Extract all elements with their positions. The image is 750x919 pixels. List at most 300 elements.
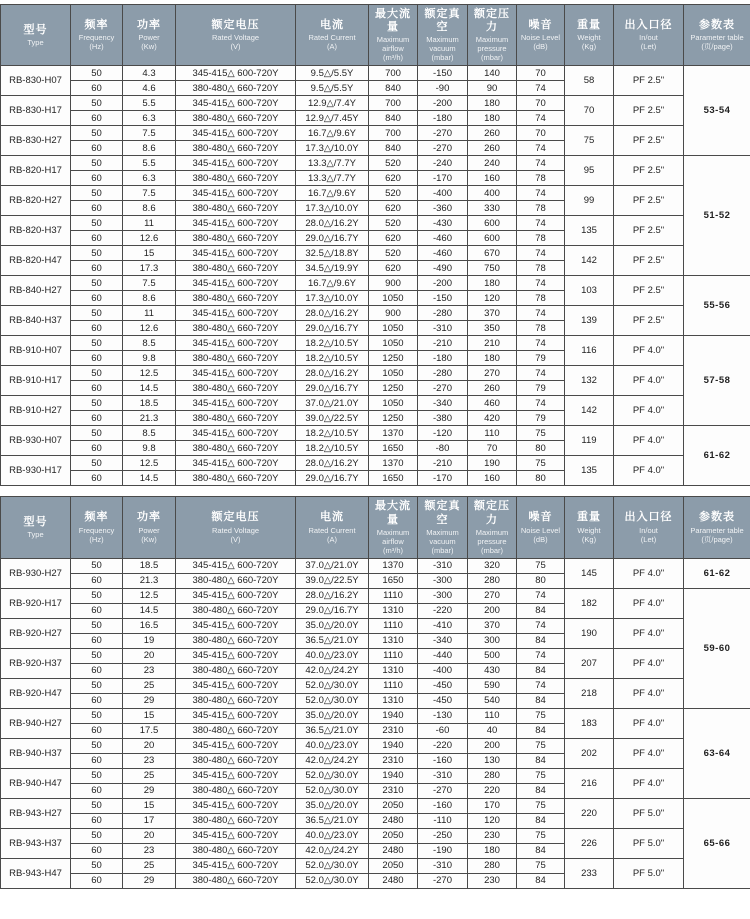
power-cell: 8.6 xyxy=(123,291,176,306)
voltage-cell: 380-480△ 660-720Y xyxy=(176,201,296,216)
pressure-cell: 270 xyxy=(468,588,517,603)
inout-cell: PF 4.0" xyxy=(614,366,684,396)
power-cell: 12.5 xyxy=(123,456,176,471)
pressure-cell: 370 xyxy=(468,618,517,633)
current-cell: 52.0△/30.0Y xyxy=(296,873,369,888)
power-cell: 9.8 xyxy=(123,441,176,456)
noise-cell: 79 xyxy=(517,351,565,366)
current-cell: 40.0△/23.0Y xyxy=(296,648,369,663)
col-header-zh: 噪音 xyxy=(528,19,553,32)
power-cell: 4.6 xyxy=(123,81,176,96)
inout-cell: PF 4.0" xyxy=(614,648,684,678)
pressure-cell: 70 xyxy=(468,441,517,456)
current-cell: 17.3△/10.0Y xyxy=(296,291,369,306)
vacuum-cell: -110 xyxy=(418,813,468,828)
weight-cell: 58 xyxy=(565,66,614,96)
col-header-en: Rated Current xyxy=(308,525,356,535)
noise-cell: 75 xyxy=(517,456,565,471)
vacuum-cell: -150 xyxy=(418,291,468,306)
model-cell: RB-840-H27 xyxy=(1,276,71,306)
airflow-cell: 1250 xyxy=(369,351,418,366)
pressure-cell: 260 xyxy=(468,141,517,156)
airflow-cell: 2050 xyxy=(369,858,418,873)
weight-cell: 216 xyxy=(565,768,614,798)
table-header xyxy=(1,497,750,558)
col-header-unit: (页/page) xyxy=(701,42,733,52)
current-cell: 35.0△/20.0Y xyxy=(296,618,369,633)
airflow-cell: 1650 xyxy=(369,471,418,486)
frequency-cell: 50 xyxy=(71,96,123,111)
power-cell: 17.5 xyxy=(123,723,176,738)
col-header-unit: (Hz) xyxy=(89,42,104,52)
current-cell: 29.0△/16.7Y xyxy=(296,321,369,336)
col-header-en: Type xyxy=(27,530,44,540)
airflow-cell: 2050 xyxy=(369,798,418,813)
weight-cell: 142 xyxy=(565,246,614,276)
inout-cell: PF 4.0" xyxy=(614,708,684,738)
voltage-cell: 380-480△ 660-720Y xyxy=(176,81,296,96)
airflow-cell: 840 xyxy=(369,111,418,126)
noise-cell: 84 xyxy=(517,693,565,708)
voltage-cell: 380-480△ 660-720Y xyxy=(176,693,296,708)
inout-cell: PF 5.0" xyxy=(614,798,684,828)
voltage-cell: 345-415△ 600-720Y xyxy=(176,306,296,321)
col-header-en: Power xyxy=(138,525,160,535)
power-cell: 6.3 xyxy=(123,171,176,186)
col-header-en: Maximum pressure xyxy=(475,527,509,546)
frequency-cell: 60 xyxy=(71,603,123,618)
col-header-unit: (Kw) xyxy=(141,42,157,52)
vacuum-cell: -270 xyxy=(418,381,468,396)
vacuum-cell: -360 xyxy=(418,201,468,216)
airflow-cell: 2480 xyxy=(369,873,418,888)
col-header-zh: 功率 xyxy=(137,19,161,32)
power-cell: 29 xyxy=(123,873,176,888)
noise-cell: 80 xyxy=(517,573,565,588)
col-header-page xyxy=(684,497,750,558)
col-header-zh: 噪音 xyxy=(528,511,553,524)
airflow-cell: 1940 xyxy=(369,768,418,783)
col-header-unit: (mbar) xyxy=(480,545,504,555)
voltage-cell: 345-415△ 600-720Y xyxy=(176,648,296,663)
noise-cell: 79 xyxy=(517,381,565,396)
airflow-cell: 520 xyxy=(369,216,418,231)
voltage-cell: 380-480△ 660-720Y xyxy=(176,753,296,768)
current-cell: 37.0△/21.0Y xyxy=(296,396,369,411)
current-cell: 42.0△/24.2Y xyxy=(296,663,369,678)
pressure-cell: 750 xyxy=(468,261,517,276)
inout-cell: PF 2.5" xyxy=(614,246,684,276)
frequency-cell: 50 xyxy=(71,456,123,471)
col-header-en: Parameter table xyxy=(690,33,744,43)
model-cell: RB-940-H37 xyxy=(1,738,71,768)
col-header-unit: (mbar) xyxy=(431,53,454,63)
inout-cell: PF 4.0" xyxy=(614,768,684,798)
frequency-cell: 50 xyxy=(71,396,123,411)
airflow-cell: 700 xyxy=(369,96,418,111)
col-header-volt xyxy=(176,497,296,558)
noise-cell: 75 xyxy=(517,798,565,813)
voltage-cell: 380-480△ 660-720Y xyxy=(176,573,296,588)
noise-cell: 84 xyxy=(517,873,565,888)
vacuum-cell: -160 xyxy=(418,798,468,813)
voltage-cell: 345-415△ 600-720Y xyxy=(176,366,296,381)
noise-cell: 75 xyxy=(517,858,565,873)
pressure-cell: 110 xyxy=(468,426,517,441)
weight-cell: 220 xyxy=(565,798,614,828)
inout-cell: PF 2.5" xyxy=(614,216,684,246)
model-cell: RB-830-H17 xyxy=(1,96,71,126)
current-cell: 18.2△/10.5Y xyxy=(296,426,369,441)
pressure-cell: 210 xyxy=(468,336,517,351)
model-cell: RB-920-H17 xyxy=(1,588,71,618)
voltage-cell: 345-415△ 600-720Y xyxy=(176,738,296,753)
noise-cell: 75 xyxy=(517,558,565,573)
noise-cell: 74 xyxy=(517,678,565,693)
col-header-en: Rated Voltage xyxy=(211,33,260,43)
power-cell: 14.5 xyxy=(123,381,176,396)
model-cell: RB-943-H37 xyxy=(1,828,71,858)
pressure-cell: 540 xyxy=(468,693,517,708)
airflow-cell: 700 xyxy=(369,66,418,81)
inout-cell: PF 4.0" xyxy=(614,426,684,456)
airflow-cell: 1650 xyxy=(369,441,418,456)
pressure-cell: 190 xyxy=(468,456,517,471)
vacuum-cell: -220 xyxy=(418,603,468,618)
power-cell: 11 xyxy=(123,306,176,321)
voltage-cell: 345-415△ 600-720Y xyxy=(176,336,296,351)
weight-cell: 218 xyxy=(565,678,614,708)
model-cell: RB-820-H47 xyxy=(1,246,71,276)
power-cell: 17.3 xyxy=(123,261,176,276)
col-header-zh: 额定压力 xyxy=(474,500,510,526)
col-header-en: Noise Level xyxy=(520,33,561,43)
spec-table-upper xyxy=(0,4,750,486)
airflow-cell: 1250 xyxy=(369,411,418,426)
col-header-unit: (mbar) xyxy=(480,53,504,63)
weight-cell: 182 xyxy=(565,588,614,618)
col-header-en: Maximum airflow xyxy=(376,527,410,546)
pressure-cell: 430 xyxy=(468,663,517,678)
power-cell: 21.3 xyxy=(123,573,176,588)
power-cell: 15 xyxy=(123,708,176,723)
col-header-zh: 最大流量 xyxy=(375,500,411,526)
vacuum-cell: -240 xyxy=(418,156,468,171)
current-cell: 52.0△/30.0Y xyxy=(296,693,369,708)
power-cell: 8.5 xyxy=(123,426,176,441)
frequency-cell: 50 xyxy=(71,126,123,141)
spec-table-lower xyxy=(0,496,750,888)
col-header-zh: 额定电压 xyxy=(211,511,260,524)
pressure-cell: 350 xyxy=(468,321,517,336)
col-header-zh: 频率 xyxy=(84,511,109,524)
vacuum-cell: -300 xyxy=(418,573,468,588)
vacuum-cell: -310 xyxy=(418,858,468,873)
frequency-cell: 50 xyxy=(71,156,123,171)
vacuum-cell: -400 xyxy=(418,663,468,678)
airflow-cell: 900 xyxy=(369,276,418,291)
vacuum-cell: -340 xyxy=(418,633,468,648)
voltage-cell: 380-480△ 660-720Y xyxy=(176,291,296,306)
model-cell: RB-920-H37 xyxy=(1,648,71,678)
frequency-cell: 60 xyxy=(71,573,123,588)
airflow-cell: 840 xyxy=(369,141,418,156)
noise-cell: 84 xyxy=(517,753,565,768)
table-row xyxy=(1,306,750,321)
voltage-cell: 380-480△ 660-720Y xyxy=(176,411,296,426)
frequency-cell: 50 xyxy=(71,366,123,381)
inout-cell: PF 2.5" xyxy=(614,126,684,156)
current-cell: 32.5△/18.8Y xyxy=(296,246,369,261)
voltage-cell: 380-480△ 660-720Y xyxy=(176,351,296,366)
table-row xyxy=(1,66,750,81)
voltage-cell: 380-480△ 660-720Y xyxy=(176,873,296,888)
voltage-cell: 380-480△ 660-720Y xyxy=(176,171,296,186)
frequency-cell: 60 xyxy=(71,723,123,738)
col-header-inout xyxy=(614,5,684,66)
model-cell: RB-910-H27 xyxy=(1,396,71,426)
weight-cell: 142 xyxy=(565,396,614,426)
weight-cell: 99 xyxy=(565,186,614,216)
current-cell: 36.5△/21.0Y xyxy=(296,633,369,648)
pressure-cell: 600 xyxy=(468,216,517,231)
power-cell: 20 xyxy=(123,738,176,753)
pressure-cell: 280 xyxy=(468,768,517,783)
page-ref-cell: 61-62 xyxy=(684,426,750,486)
frequency-cell: 60 xyxy=(71,813,123,828)
current-cell: 12.9△/7.4Y xyxy=(296,96,369,111)
vacuum-cell: -200 xyxy=(418,276,468,291)
col-header-inout xyxy=(614,497,684,558)
table-row xyxy=(1,738,750,753)
vacuum-cell: -270 xyxy=(418,873,468,888)
col-header-en: Noise Level xyxy=(520,525,561,535)
voltage-cell: 345-415△ 600-720Y xyxy=(176,156,296,171)
pressure-cell: 460 xyxy=(468,396,517,411)
power-cell: 8.6 xyxy=(123,141,176,156)
model-cell: RB-820-H17 xyxy=(1,156,71,186)
model-cell: RB-930-H27 xyxy=(1,558,71,588)
frequency-cell: 60 xyxy=(71,141,123,156)
col-header-zh: 电流 xyxy=(320,19,344,32)
current-cell: 17.3△/10.0Y xyxy=(296,141,369,156)
airflow-cell: 1050 xyxy=(369,366,418,381)
noise-cell: 84 xyxy=(517,663,565,678)
current-cell: 28.0△/16.2Y xyxy=(296,216,369,231)
power-cell: 5.5 xyxy=(123,96,176,111)
page-ref-cell: 53-54 xyxy=(684,66,750,156)
model-cell: RB-930-H07 xyxy=(1,426,71,456)
current-cell: 29.0△/16.7Y xyxy=(296,471,369,486)
weight-cell: 202 xyxy=(565,738,614,768)
voltage-cell: 380-480△ 660-720Y xyxy=(176,261,296,276)
col-header-en: In/out xyxy=(639,33,658,43)
voltage-cell: 345-415△ 600-720Y xyxy=(176,426,296,441)
voltage-cell: 380-480△ 660-720Y xyxy=(176,783,296,798)
table-row xyxy=(1,708,750,723)
pressure-cell: 270 xyxy=(468,366,517,381)
vacuum-cell: -200 xyxy=(418,96,468,111)
noise-cell: 78 xyxy=(517,261,565,276)
frequency-cell: 60 xyxy=(71,81,123,96)
pressure-cell: 260 xyxy=(468,126,517,141)
voltage-cell: 380-480△ 660-720Y xyxy=(176,663,296,678)
table-row xyxy=(1,276,750,291)
frequency-cell: 60 xyxy=(71,261,123,276)
col-header-hz xyxy=(71,5,123,66)
voltage-cell: 345-415△ 600-720Y xyxy=(176,96,296,111)
col-header-zh: 型号 xyxy=(23,515,48,528)
pressure-cell: 240 xyxy=(468,156,517,171)
voltage-cell: 380-480△ 660-720Y xyxy=(176,141,296,156)
airflow-cell: 620 xyxy=(369,231,418,246)
frequency-cell: 60 xyxy=(71,441,123,456)
airflow-cell: 1370 xyxy=(369,426,418,441)
power-cell: 20 xyxy=(123,828,176,843)
airflow-cell: 1310 xyxy=(369,693,418,708)
voltage-cell: 345-415△ 600-720Y xyxy=(176,246,296,261)
vacuum-cell: -280 xyxy=(418,366,468,381)
page-ref-cell: 51-52 xyxy=(684,156,750,276)
current-cell: 52.0△/30.0Y xyxy=(296,858,369,873)
inout-cell: PF 2.5" xyxy=(614,306,684,336)
frequency-cell: 60 xyxy=(71,633,123,648)
noise-cell: 70 xyxy=(517,96,565,111)
noise-cell: 80 xyxy=(517,441,565,456)
weight-cell: 233 xyxy=(565,858,614,888)
col-header-amp xyxy=(296,497,369,558)
vacuum-cell: -250 xyxy=(418,828,468,843)
noise-cell: 74 xyxy=(517,276,565,291)
frequency-cell: 60 xyxy=(71,663,123,678)
airflow-cell: 620 xyxy=(369,201,418,216)
noise-cell: 74 xyxy=(517,648,565,663)
inout-cell: PF 2.5" xyxy=(614,186,684,216)
voltage-cell: 380-480△ 660-720Y xyxy=(176,381,296,396)
col-header-en: Type xyxy=(27,37,44,47)
weight-cell: 145 xyxy=(565,558,614,588)
power-cell: 15 xyxy=(123,246,176,261)
col-header-db xyxy=(517,5,565,66)
airflow-cell: 2310 xyxy=(369,753,418,768)
current-cell: 36.5△/21.0Y xyxy=(296,813,369,828)
power-cell: 11 xyxy=(123,216,176,231)
airflow-cell: 1310 xyxy=(369,663,418,678)
current-cell: 18.2△/10.5Y xyxy=(296,351,369,366)
pressure-cell: 590 xyxy=(468,678,517,693)
noise-cell: 79 xyxy=(517,411,565,426)
col-header-press xyxy=(468,497,517,558)
col-header-zh: 重量 xyxy=(577,511,601,524)
power-cell: 19 xyxy=(123,633,176,648)
current-cell: 16.7△/9.6Y xyxy=(296,186,369,201)
vacuum-cell: -190 xyxy=(418,843,468,858)
col-header-amp xyxy=(296,5,369,66)
pressure-cell: 160 xyxy=(468,471,517,486)
col-header-zh: 功率 xyxy=(137,511,161,524)
table-row xyxy=(1,618,750,633)
pressure-cell: 120 xyxy=(468,291,517,306)
header-row xyxy=(1,497,750,558)
inout-cell: PF 4.0" xyxy=(614,336,684,366)
inout-cell: PF 4.0" xyxy=(614,558,684,588)
noise-cell: 74 xyxy=(517,588,565,603)
col-header-en: Weight xyxy=(577,525,601,535)
current-cell: 39.0△/22.5Y xyxy=(296,573,369,588)
voltage-cell: 380-480△ 660-720Y xyxy=(176,603,296,618)
current-cell: 39.0△/22.5Y xyxy=(296,411,369,426)
noise-cell: 84 xyxy=(517,603,565,618)
airflow-cell: 520 xyxy=(369,156,418,171)
noise-cell: 84 xyxy=(517,813,565,828)
col-header-en: Maximum airflow xyxy=(376,35,410,54)
power-cell: 14.5 xyxy=(123,603,176,618)
noise-cell: 80 xyxy=(517,471,565,486)
pressure-cell: 400 xyxy=(468,186,517,201)
noise-cell: 70 xyxy=(517,66,565,81)
pressure-cell: 200 xyxy=(468,738,517,753)
power-cell: 14.5 xyxy=(123,471,176,486)
pressure-cell: 90 xyxy=(468,81,517,96)
voltage-cell: 345-415△ 600-720Y xyxy=(176,396,296,411)
col-header-db xyxy=(517,497,565,558)
inout-cell: PF 2.5" xyxy=(614,276,684,306)
vacuum-cell: -90 xyxy=(418,81,468,96)
current-cell: 29.0△/16.7Y xyxy=(296,603,369,618)
col-header-unit: (Hz) xyxy=(89,534,104,544)
airflow-cell: 2310 xyxy=(369,783,418,798)
voltage-cell: 345-415△ 600-720Y xyxy=(176,456,296,471)
table-row xyxy=(1,366,750,381)
inout-cell: PF 4.0" xyxy=(614,738,684,768)
current-cell: 12.9△/7.45Y xyxy=(296,111,369,126)
col-header-unit: (Kg) xyxy=(581,42,597,52)
airflow-cell: 1940 xyxy=(369,738,418,753)
table-row xyxy=(1,426,750,441)
col-header-en: Rated Current xyxy=(308,33,356,43)
pressure-cell: 420 xyxy=(468,411,517,426)
noise-cell: 78 xyxy=(517,291,565,306)
vacuum-cell: -150 xyxy=(418,66,468,81)
vacuum-cell: -310 xyxy=(418,321,468,336)
vacuum-cell: -450 xyxy=(418,693,468,708)
noise-cell: 74 xyxy=(517,366,565,381)
page-ref-cell: 63-64 xyxy=(684,708,750,798)
col-header-hz xyxy=(71,497,123,558)
airflow-cell: 1250 xyxy=(369,381,418,396)
frequency-cell: 60 xyxy=(71,291,123,306)
current-cell: 9.5△/5.5Y xyxy=(296,81,369,96)
col-header-unit: (V) xyxy=(230,42,241,52)
table-row xyxy=(1,588,750,603)
current-cell: 28.0△/16.2Y xyxy=(296,588,369,603)
pressure-cell: 140 xyxy=(468,66,517,81)
col-header-zh: 额定真空 xyxy=(424,500,461,526)
airflow-cell: 1310 xyxy=(369,603,418,618)
vacuum-cell: -280 xyxy=(418,306,468,321)
vacuum-cell: -180 xyxy=(418,351,468,366)
vacuum-cell: -460 xyxy=(418,246,468,261)
voltage-cell: 380-480△ 660-720Y xyxy=(176,471,296,486)
power-cell: 29 xyxy=(123,783,176,798)
header-row xyxy=(1,5,750,66)
col-header-kw xyxy=(123,497,176,558)
pressure-cell: 200 xyxy=(468,603,517,618)
col-header-unit: (dB) xyxy=(533,534,548,544)
vacuum-cell: -130 xyxy=(418,708,468,723)
weight-cell: 226 xyxy=(565,828,614,858)
vacuum-cell: -160 xyxy=(418,753,468,768)
